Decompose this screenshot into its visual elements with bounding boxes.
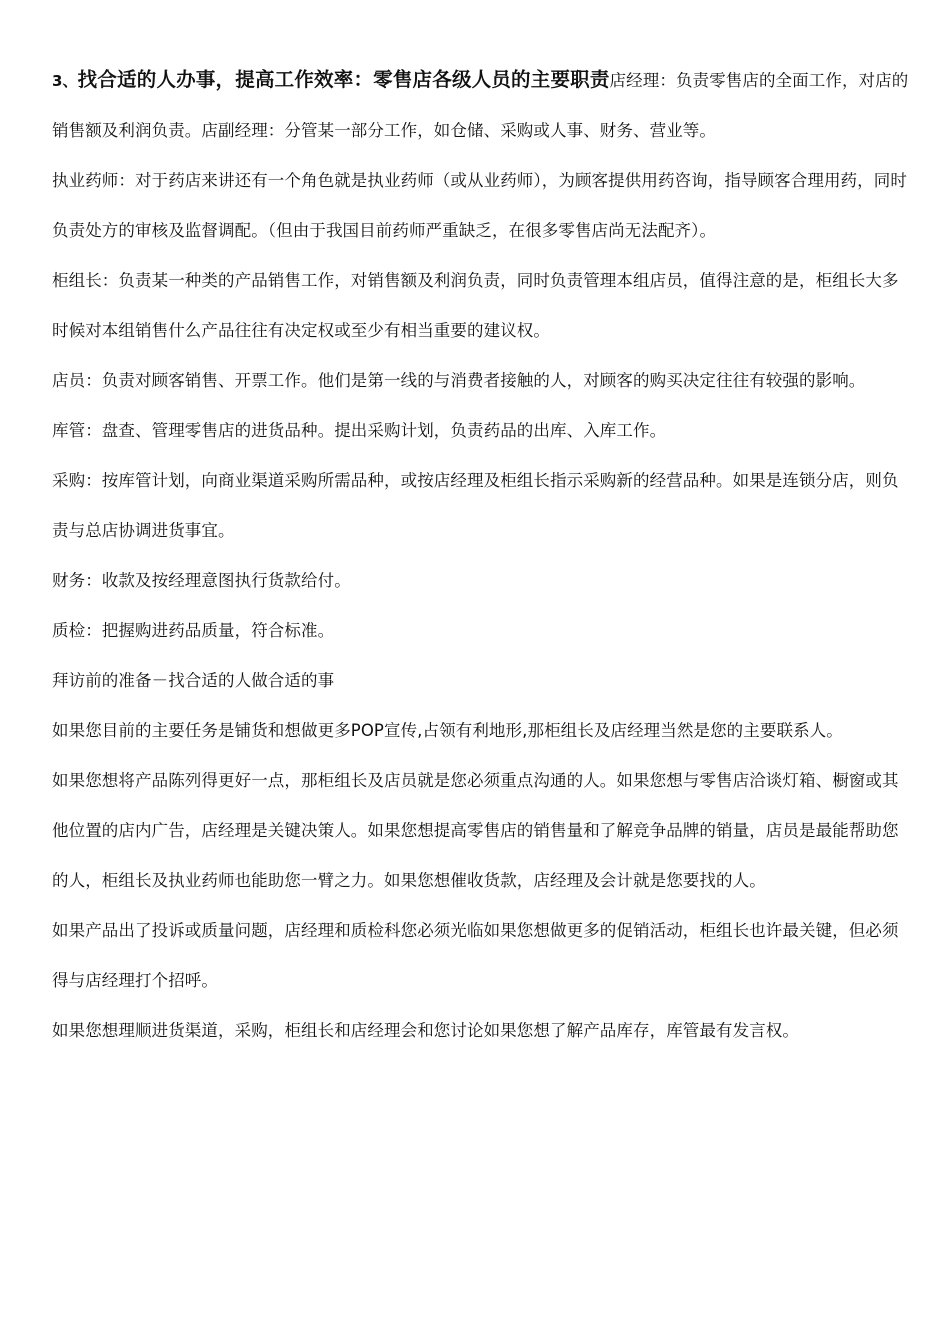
- paragraph-4: 店员：负责对顾客销售、开票工作。他们是第一线的与消费者接触的人，对顾客的购买决定往往有较强的影响。: [52, 371, 866, 390]
- paragraph-7: 财务：收款及按经理意图执行货款给付。: [52, 571, 351, 590]
- paragraph-13: 如果您想理顺进货渠道，采购，柜组长和店经理会和您讨论如果您想了解产品库存，库管最有发言权。: [52, 1021, 799, 1040]
- document-page: [52, 55, 914, 1056]
- paragraph-12: 如果产品出了投诉或质量问题，店经理和质检科您必须光临如果您想做更多的促销活动，柜组长也许最关键，但必须得与店经理打个招呼。: [52, 921, 899, 990]
- paragraph-8: 质检：把握购进药品质量，符合标准。: [52, 621, 335, 640]
- paragraph-5: 库管：盘查、管理零售店的进货品种。提出采购计划，负责药品的出库、入库工作。: [52, 421, 667, 440]
- paragraph-3: 柜组长：负责某一种类的产品销售工作，对销售额及利润负责，同时负责管理本组店员，值得注意的是，柜组长大多时候对本组销售什么产品往往有决定权或至少有相当重要的建议权。: [52, 271, 899, 340]
- paragraph-9: 拜访前的准备－找合适的人做合适的事: [52, 671, 335, 690]
- paragraph-11: 如果您想将产品陈列得更好一点，那柜组长及店员就是您必须重点沟通的人。如果您想与零售店洽谈灯箱、橱窗或其他位置的店内广告，店经理是关键决策人。如果您想提高零售店的销售量和了解竞争品牌的销量，店员是最能帮助您的人，柜组长及执业药师也能助您一臂之力。如果您想催收货款，店经理及会计就是您要找的人。: [52, 771, 899, 890]
- paragraph-10: 如果您目前的主要任务是铺货和想做更多POP宣传,占领有利地形,那柜组长及店经理当然是您的主要联系人。: [52, 721, 843, 740]
- paragraph-2: 执业药师：对于药店来讲还有一个角色就是执业药师（或从业药师），为顾客提供用药咨询，指导顾客合理用药，同时负责处方的审核及监督调配。（但由于我国目前药师严重缺乏，在很多零售店尚无法配齐）。: [52, 171, 907, 240]
- heading-number: 3、: [52, 72, 78, 90]
- paragraph-1: [52, 55, 914, 156]
- paragraph-text: 店经理：负责零售店的全面工作，对店的销售额及利润负责。店副经理：分管某一部分工作，如仓储、采购或人事、财务、营业等。: [52, 71, 909, 140]
- paragraph-6: 采购：按库管计划，向商业渠道采购所需品种，或按店经理及柜组长指示采购新的经营品种。如果是连锁分店，则负责与总店协调进货事宜。: [52, 471, 899, 540]
- section-heading: 找合适的人办事，提高工作效率：零售店各级人员的主要职责: [77, 68, 610, 91]
